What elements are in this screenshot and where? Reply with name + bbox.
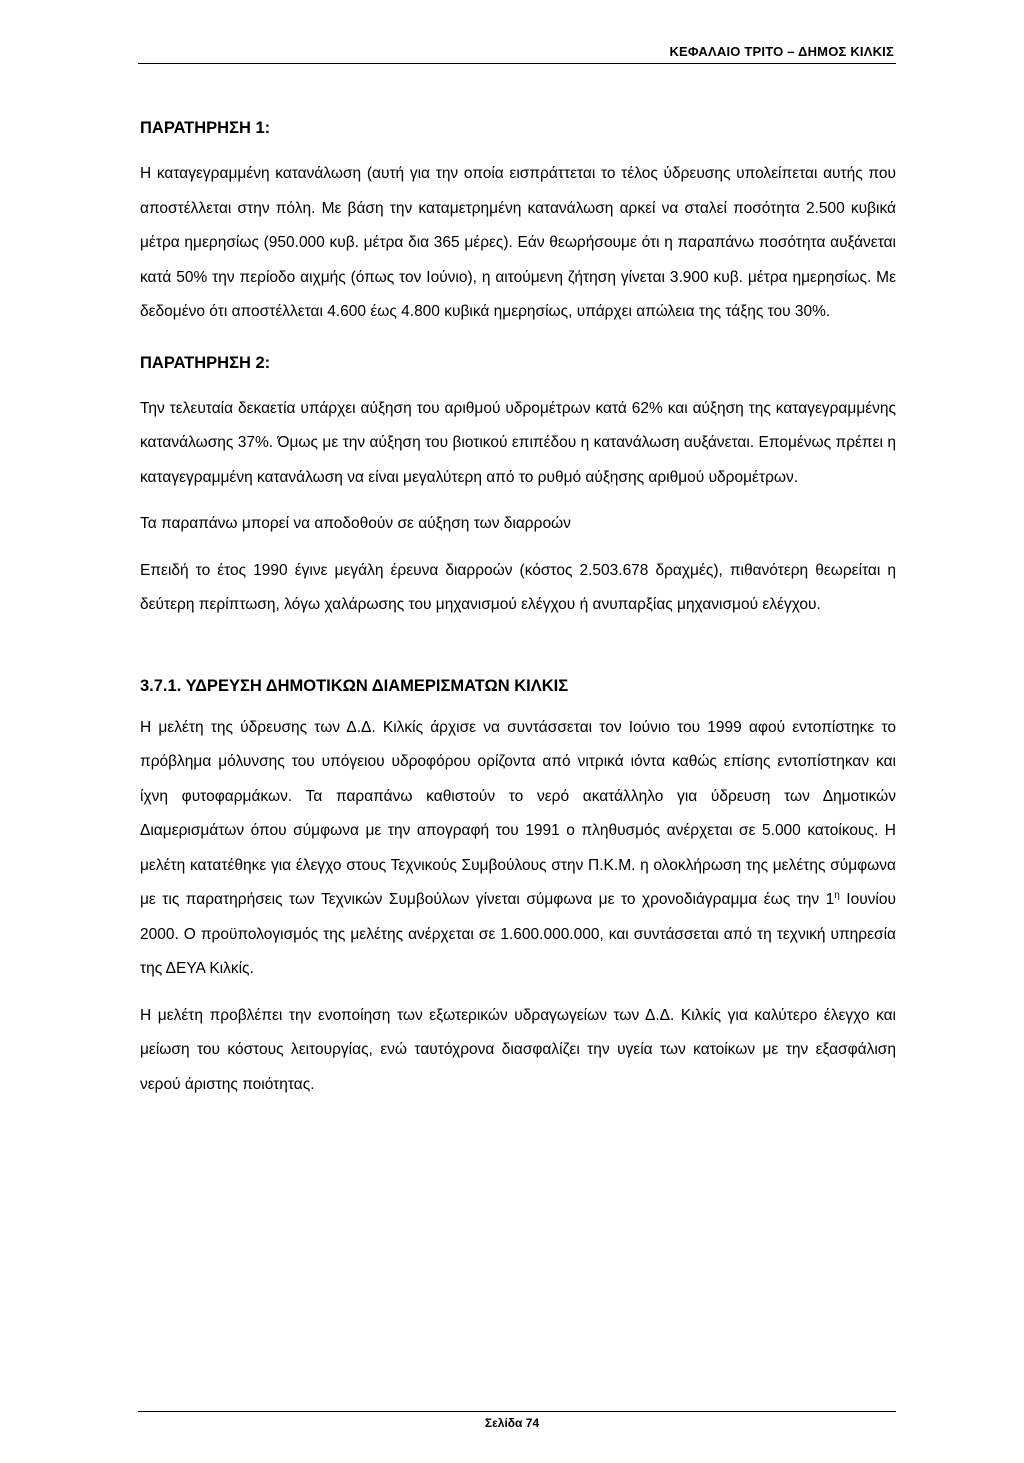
section-title: 3.7.1. ΥΔΡΕΥΣΗ ΔΗΜΟΤΙΚΩΝ ΔΙΑΜΕΡΙΣΜΑΤΩΝ ΚΙΛΚΙΣ	[140, 676, 569, 695]
header-divider	[138, 63, 896, 64]
section-para-2: Η μελέτη προβλέπει την ενοποίηση των εξωτερικών υδραγωγείων των Δ.Δ. Κιλκίς για καλύτερο έλεγχο και μείωση του κόστους λειτουργίας, ενώ ταυτόχρονα διασφαλίζει την υγεία των κατοίκων με την εξασφάλιση νερού άριστης ποιότητας.	[140, 1006, 896, 1093]
note2-text: Την τελευταία δεκαετία υπάρχει αύξηση του αριθμού υδρομέτρων κατά 62% και αύξηση της καταγεγραμμένης κατανάλωσης 37%. Όμως με την αύξηση του βιοτικού επιπέδου η κατανάλωση αυξάνεται. Επομένως πρέπει η καταγεγραμμένη κατανάλωση να είναι μεγαλύτερη από το ρυθμό αύξησης αριθμού υδρομέτρων.	[140, 399, 896, 486]
page-body	[140, 117, 896, 1102]
section-para-1	[140, 711, 896, 987]
note1-title: ΠΑΡΑΤΗΡΗΣΗ 1:	[140, 119, 271, 137]
chapter-header: ΚΕΦΑΛΑΙΟ ΤΡΙΤΟ – ΔΗΜΟΣ ΚΙΛΚΙΣ	[669, 44, 894, 59]
section-para-1-part-b: Ιουνίου 2000. Ο προϋπολογισμός της μελέτης ανέρχεται σε 1.600.000.000, και συντάσσεται από τη τεχνική υπηρεσία της ΔΕΥΑ Κιλκίς.	[140, 891, 896, 977]
footer-divider	[138, 1411, 896, 1412]
leaks-intro: Τα παραπάνω μπορεί να αποδοθούν σε αύξηση των διαρροών	[140, 515, 571, 532]
section-para-1-part-a: Η μελέτη της ύδρευσης των Δ.Δ. Κιλκίς άρχισε να συντάσσεται τον Ιούνιο του 1999 αφού εντοπίστηκε το πρόβλημα μόλυνσης του υπόγειου υδροφόρου ορίζοντα από νιτρικά ιόντα καθώς επίσης εντοπίστηκαν και ίχνη φυτοφαρμάκων. Τα παραπάνω καθιστούν το νερό ακατάλληλο για ύδρευση των Δημοτικών Διαμερισμάτων όπου σύμφωνα με την απογραφή του 1991 ο πληθυσμός ανέρχεται σε 5.000 κατοίκους. Η μελέτη κατατέθηκε για έλεγχο στους Τεχνικούς Συμβούλους στην Π.Κ.Μ. η ολοκλήρωση της μελέτης σύμφωνα με τις παρατηρήσεις των Τεχνικών Συμβούλων γίνεται σύμφωνα με το χρονοδιάγραμμα έως την 1	[140, 718, 896, 908]
leaks-text: Επειδή το έτος 1990 έγινε μεγάλη έρευνα διαρροών (κόστος 2.503.678 δραχμές), πιθανότερη θεωρείται η δεύτερη περίπτωση, λόγω χαλάρωσης του μηχανισμού ελέγχου ή ανυπαρξίας μηχανισμού ελέγχου.	[140, 561, 896, 613]
note2-title: ΠΑΡΑΤΗΡΗΣΗ 2:	[140, 353, 271, 372]
ordinal-superscript: η	[834, 889, 840, 901]
page-number: Σελίδα 74	[484, 1416, 540, 1430]
note1-text: Η καταγεγραμμένη κατανάλωση (αυτή για την οποία εισπράττεται το τέλος ύδρευσης υπολείπεται αυτής που αποστέλλεται στην πόλη. Με βάση την καταμετρημένη κατανάλωση αρκεί να σταλεί ποσότητα 2.500 κυβικά μέτρα ημερησίως (950.000 κυβ. μέτρα δια 365 μέρες). Εάν θεωρήσουμε ότι η παραπάνω ποσότητα αυξάνεται κατά 50% την περίοδο αιχμής (όπως τον Ιούνιο), η αιτούμενη ζήτηση γίνεται 3.900 κυβ. μέτρα ημερησίως. Με δεδομένο ότι αποστέλλεται 4.600 έως 4.800 κυβικά ημερησίως, υπάρχει απώλεια της τάξης του 30%.	[140, 165, 896, 320]
